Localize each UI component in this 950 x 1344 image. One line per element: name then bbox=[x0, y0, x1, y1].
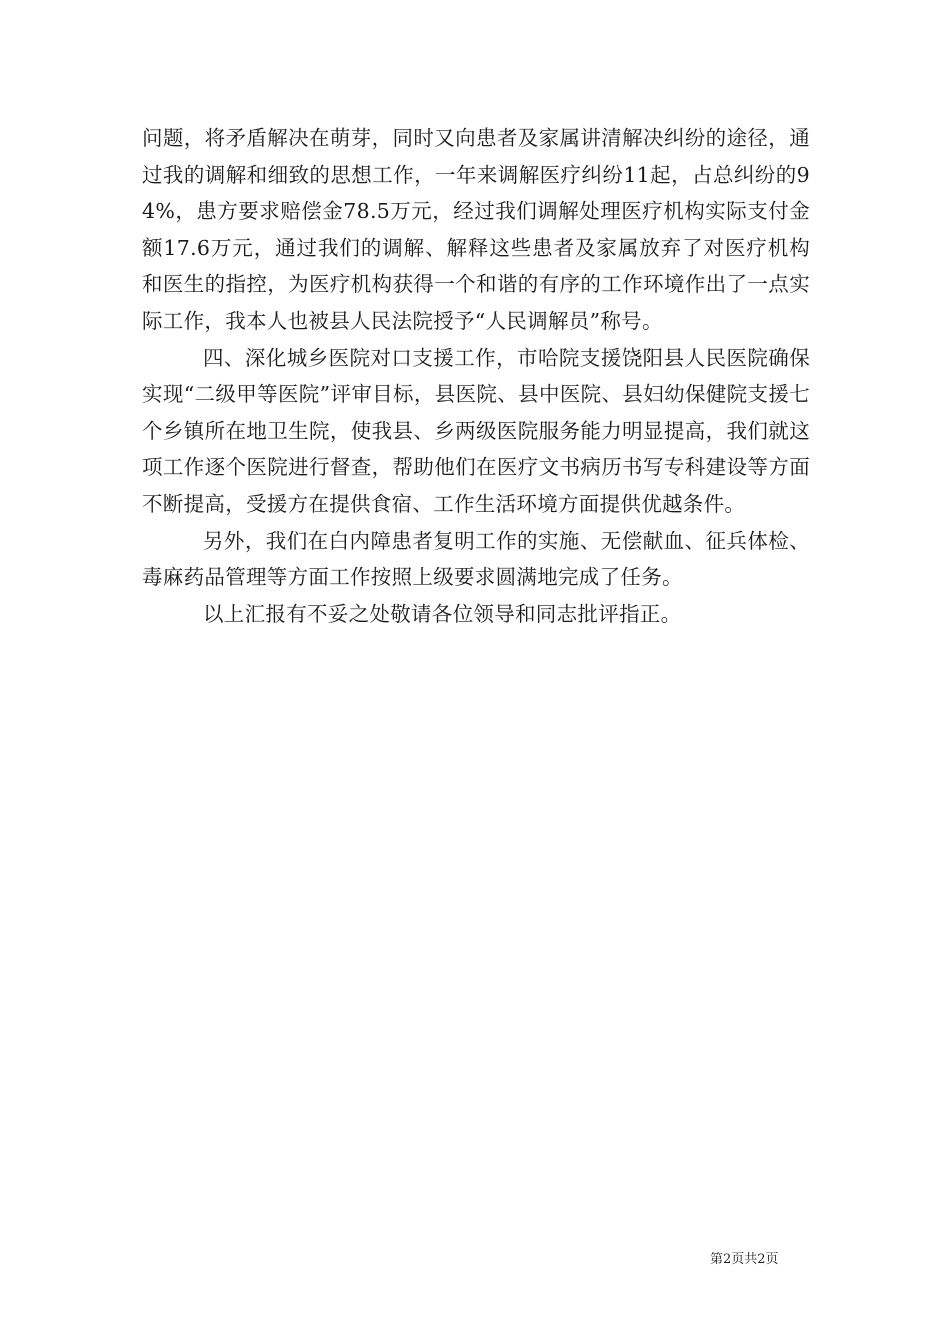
paragraph-hospital-support: 四、深化城乡医院对口支援工作，市哈院支援饶阳县人民医院确保实现“二级甲等医院”评审目标，县医院、县中医院、县妇幼保健院支援七个乡镇所在地卫生院，使我县、乡两级医院服务能力明显提高，我们就这项工作逐个医院进行督查，帮助他们在医疗文书病历书写专科建设等方面不断提高，受援方在提供食宿、工作生活环境方面提供优越条件。 bbox=[142, 345, 810, 516]
document-body bbox=[142, 120, 810, 632]
page-number-footer: 第2页共2页 bbox=[710, 1252, 779, 1267]
paragraph-other-work: 另外，我们在白内障患者复明工作的实施、无偿献血、征兵体检、毒麻药品管理等方面工作按照上级要求圆满地完成了任务。 bbox=[142, 528, 810, 590]
paragraph-closing: 以上汇报有不妥之处敬请各位领导和同志批评指正。 bbox=[203, 601, 682, 626]
paragraph-continuation: 问题，将矛盾解决在萌芽，同时又向患者及家属讲清解决纠纷的途径，通过我的调解和细致的思想工作，一年来调解医疗纠纷11起，占总纠纷的94%，患方要求赔偿金78.5万元，经过我们调解处理医疗机构实际支付金额17.6万元，通过我们的调解、解释这些患者及家属放弃了对医疗机构和医生的指控，为医疗机构获得一个和谐的有序的工作环境作出了一点实际工作，我本人也被县人民法院授予“人民调解员”称号。 bbox=[142, 126, 810, 333]
